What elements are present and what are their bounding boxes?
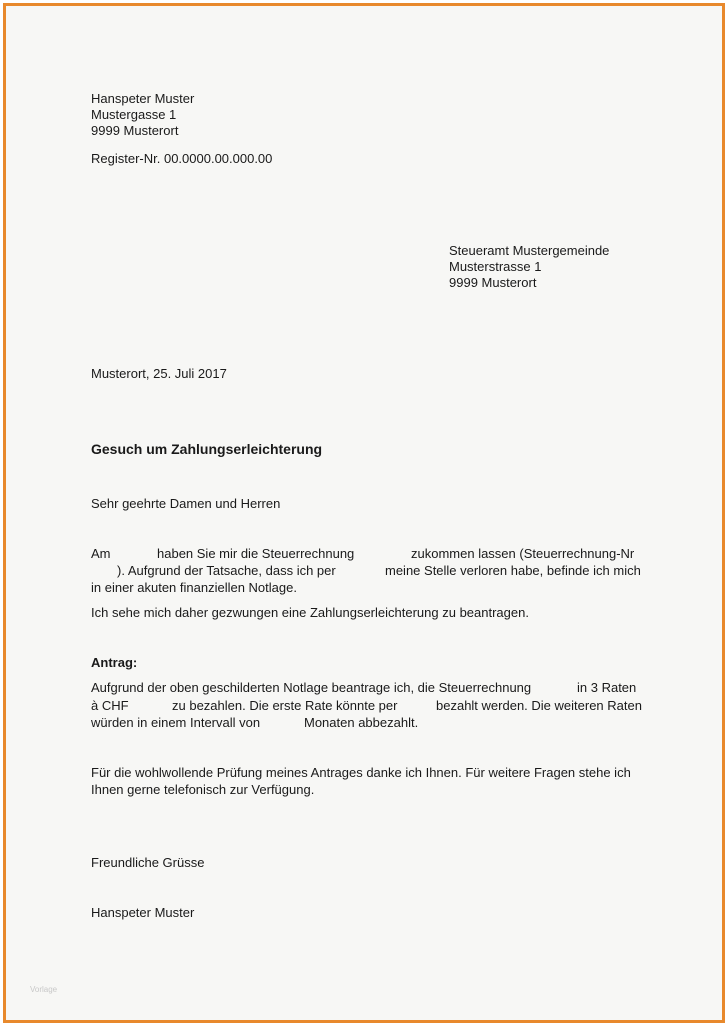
- antrag-text-3a: würden in einem Intervall von: [91, 715, 261, 730]
- closing-para-1: Für die wohlwollende Prüfung meines Antrages danke ich Ihnen. Für weitere Fragen stehe ich: [91, 765, 631, 780]
- antrag-text-2a: à CHF: [91, 698, 129, 713]
- antrag-text-3b: Monaten abbezahlt.: [304, 715, 419, 730]
- sender-name: Hanspeter Muster: [91, 91, 195, 106]
- recipient-street: Musterstrasse 1: [449, 259, 542, 274]
- para1-text-2b: meine Stelle verloren habe, befinde ich mich: [385, 563, 641, 578]
- register-number: Register-Nr. 00.0000.00.000.00: [91, 151, 273, 166]
- recipient-city: 9999 Musterort: [449, 275, 537, 290]
- para1-text-1c: zukommen lassen (Steuerrechnung-Nr: [411, 546, 635, 561]
- antrag-heading: Antrag:: [91, 655, 138, 670]
- closing-salutation: Freundliche Grüsse: [91, 855, 205, 870]
- watermark: Vorlage: [30, 985, 58, 994]
- letter-subject: Gesuch um Zahlungserleichterung: [91, 441, 323, 457]
- signature-name: Hanspeter Muster: [91, 905, 195, 920]
- para1-text-2a: ). Aufgrund der Tatsache, dass ich per: [117, 563, 336, 578]
- sender-address: [91, 91, 194, 139]
- letter-greeting: Sehr geehrte Damen und Herren: [91, 496, 281, 511]
- antrag-text-1b: in 3 Raten: [577, 680, 637, 695]
- para1-text-1b: haben Sie mir die Steuerrechnung: [157, 546, 355, 561]
- para2-text: Ich sehe mich daher gezwungen eine Zahlungserleichterung zu beantragen.: [91, 605, 529, 620]
- sender-city: 9999 Musterort: [91, 123, 179, 138]
- sender-street: Mustergasse 1: [91, 107, 177, 122]
- closing-para-2: Ihnen gerne telefonisch zur Verfügung.: [91, 782, 315, 797]
- antrag-text-2c: bezahlt werden. Die weiteren Raten: [436, 698, 642, 713]
- recipient-address: [449, 243, 609, 291]
- antrag-text-1a: Aufgrund der oben geschilderten Notlage beantrage ich, die Steuerrechnung: [91, 680, 532, 695]
- recipient-name: Steueramt Mustergemeinde: [449, 243, 610, 258]
- letter-date: Musterort, 25. Juli 2017: [91, 366, 227, 381]
- para1-text-3: in einer akuten finanziellen Notlage.: [91, 580, 297, 595]
- para1-word-am: Am: [91, 546, 111, 561]
- antrag-text-2b: zu bezahlen. Die erste Rate könnte per: [172, 698, 398, 713]
